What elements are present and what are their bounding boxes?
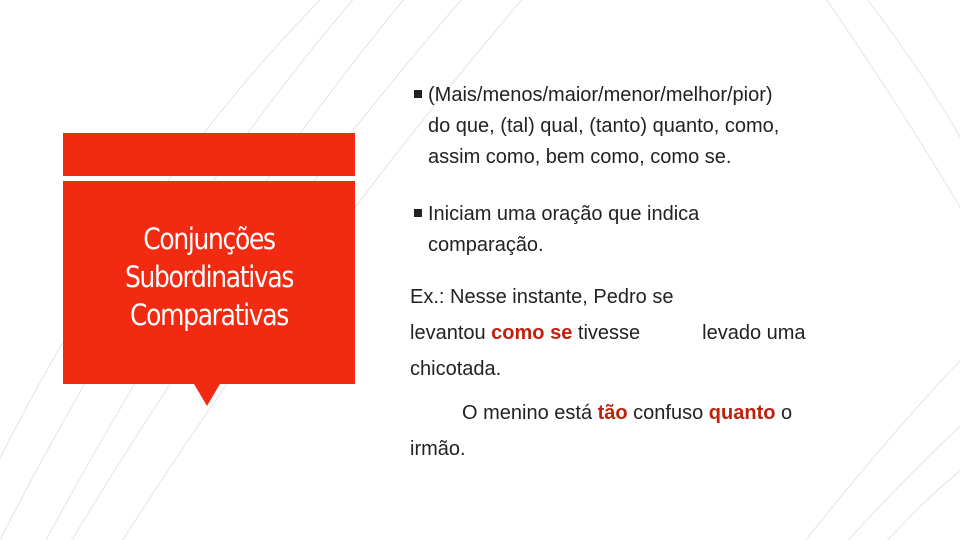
example-text: o — [775, 402, 793, 424]
example-sentence-2 — [410, 395, 910, 467]
highlighted-conjunction: como se — [491, 322, 573, 344]
example-sentence-1 — [410, 279, 910, 387]
accent-strip — [63, 133, 355, 176]
square-bullet-icon — [414, 90, 422, 98]
bullet-line: do que, (tal) qual, (tanto) quanto, como, — [428, 115, 780, 137]
bullet-line: Iniciam uma oração que indica — [428, 203, 700, 225]
example-text: tivesse — [572, 322, 641, 344]
bullet-line: (Mais/menos/maior/menor/melhor/pior) — [428, 84, 773, 106]
example-text: levado uma — [702, 322, 806, 344]
bullet-line: assim como, bem como, como se. — [428, 146, 732, 168]
bullet-conjunctions-list — [414, 80, 884, 173]
example-text: levantou — [410, 322, 492, 344]
example-line — [410, 395, 910, 431]
bullet-definition — [414, 199, 814, 261]
example-text: confuso — [627, 402, 709, 424]
example-line: chicotada. — [410, 358, 502, 380]
title-line-1: Conjunções — [143, 222, 275, 256]
example-line: Ex.: Nesse instante, Pedro se — [410, 286, 674, 308]
highlighted-conjunction: quanto — [708, 402, 776, 424]
title-line-2: Subordinativas — [124, 260, 294, 294]
bullet-line: comparação. — [428, 234, 544, 256]
example-text: O menino está — [462, 402, 598, 424]
example-line: irmão. — [410, 438, 466, 460]
highlighted-conjunction: tão — [597, 402, 628, 424]
panel-pointer — [194, 384, 220, 406]
slide-title — [83, 220, 334, 334]
title-line-3: Comparativas — [130, 298, 288, 332]
square-bullet-icon — [414, 209, 422, 217]
example-line — [410, 315, 910, 351]
